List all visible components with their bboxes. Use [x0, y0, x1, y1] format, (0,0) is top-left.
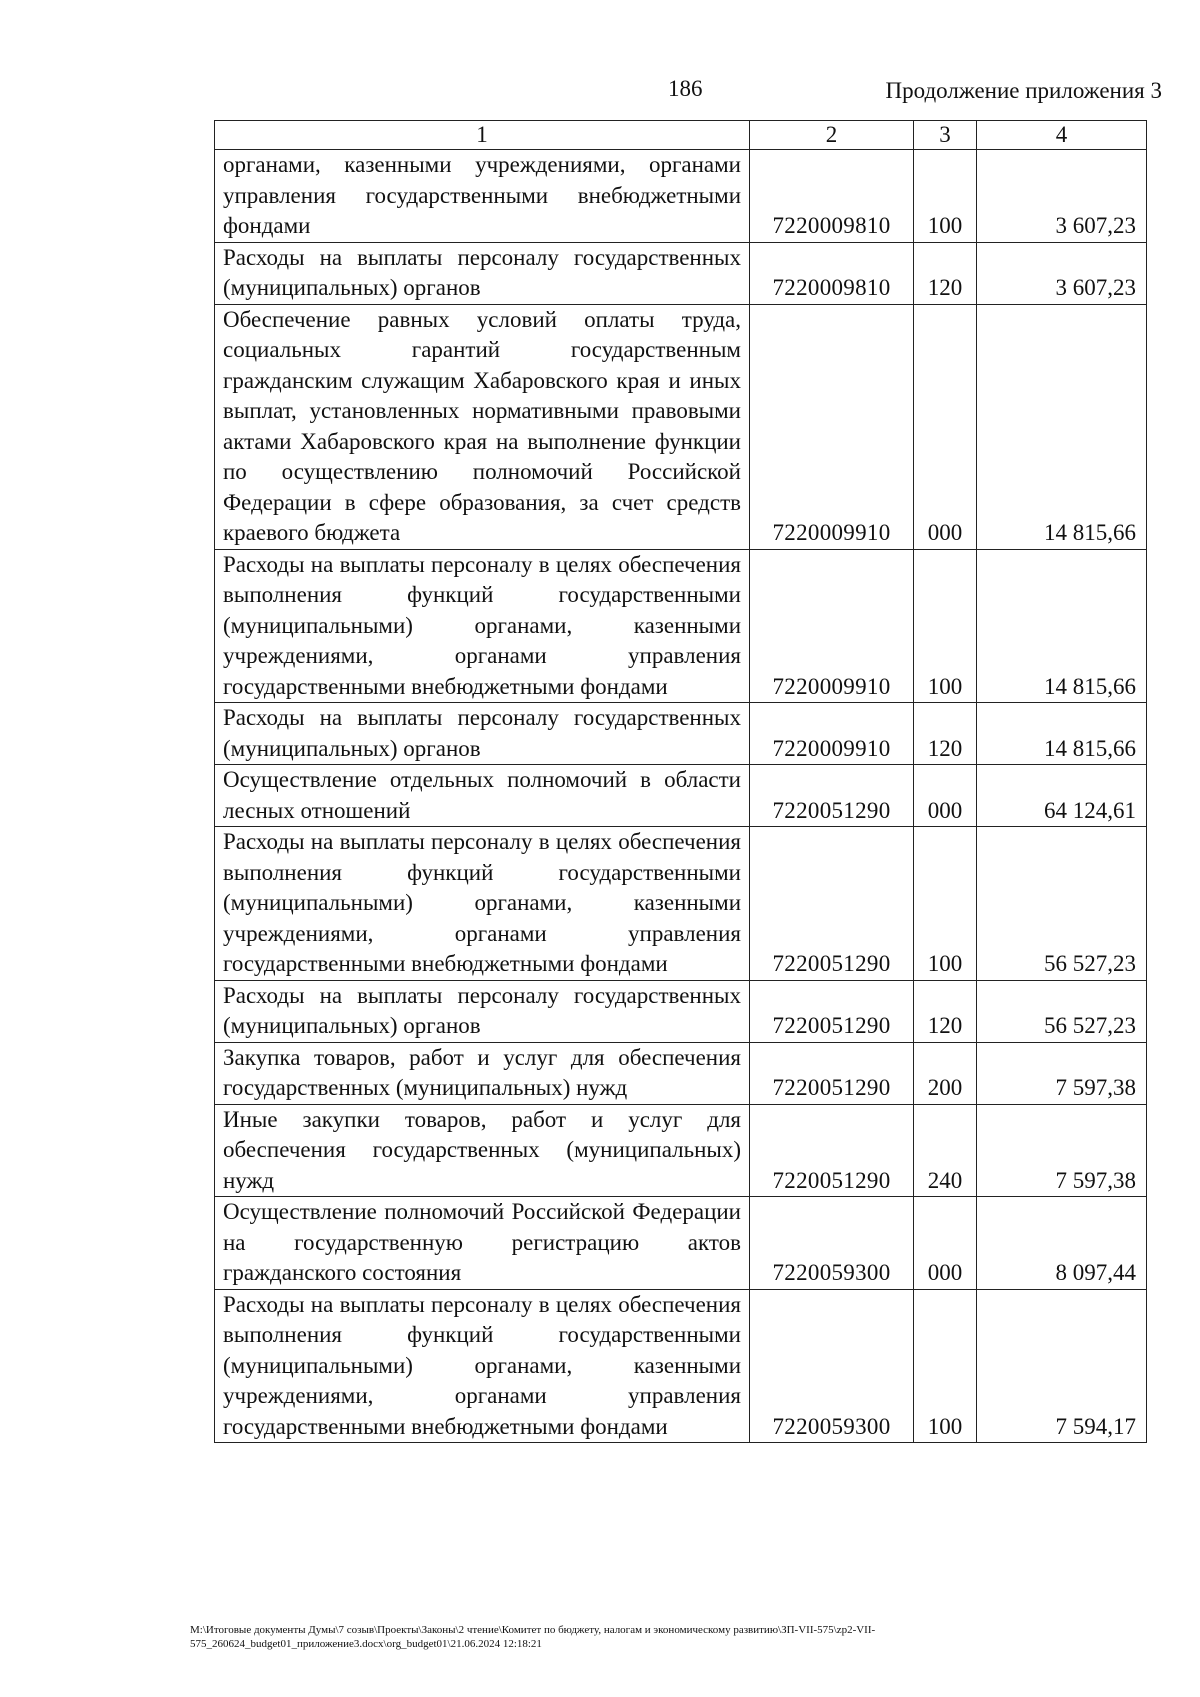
continuation-caption: Продолжение приложения 3 — [885, 78, 1162, 103]
row-expense-type: 100 — [914, 150, 977, 243]
row-amount: 7 594,17 — [977, 1289, 1147, 1443]
table-row — [215, 827, 1147, 981]
row-code: 7220009910 — [750, 304, 914, 549]
row-expense-type: 120 — [914, 703, 977, 765]
row-expense-type: 100 — [914, 1289, 977, 1443]
row-code: 7220009810 — [750, 150, 914, 243]
row-name: органами, казенными учреждениями, органами управления государственными внебюджетными фондами — [215, 150, 750, 243]
table-row — [215, 1289, 1147, 1443]
table-row — [215, 242, 1147, 304]
column-header: 1 — [215, 121, 750, 150]
row-code: 7220051290 — [750, 980, 914, 1042]
row-name: Осуществление отдельных полномочий в области лесных отношений — [215, 765, 750, 827]
row-name: Расходы на выплаты персоналу в целях обеспечения выполнения функций государственными (муниципальными) органами, казенными учреждениями, органами управления государственными внебюджетными фондами — [215, 549, 750, 703]
row-name: Расходы на выплаты персоналу в целях обеспечения выполнения функций государственными (муниципальными) органами, казенными учреждениями, органами управления государственными внебюджетными фондами — [215, 1289, 750, 1443]
row-code: 7220051290 — [750, 827, 914, 981]
row-name: Расходы на выплаты персоналу государственных (муниципальных) органов — [215, 703, 750, 765]
row-amount: 64 124,61 — [977, 765, 1147, 827]
row-name: Расходы на выплаты персоналу государственных (муниципальных) органов — [215, 242, 750, 304]
table-row — [215, 765, 1147, 827]
table-row — [215, 980, 1147, 1042]
table-row — [215, 150, 1147, 243]
table-row — [215, 1197, 1147, 1290]
row-expense-type: 100 — [914, 827, 977, 981]
row-amount: 14 815,66 — [977, 304, 1147, 549]
table-row — [215, 1042, 1147, 1104]
row-name: Закупка товаров, работ и услуг для обеспечения государственных (муниципальных) нужд — [215, 1042, 750, 1104]
row-code: 7220051290 — [750, 765, 914, 827]
row-expense-type: 000 — [914, 304, 977, 549]
column-header: 3 — [914, 121, 977, 150]
row-name: Иные закупки товаров, работ и услуг для обеспечения государственных (муниципальных) нужд — [215, 1104, 750, 1197]
row-amount: 56 527,23 — [977, 827, 1147, 981]
row-name: Обеспечение равных условий оплаты труда, социальных гарантий государственным гражданским служащим Хабаровского края и иных выплат, установленных нормативными правовыми актами Хабаровского края на выполнение функции по осуществлению полномочий Российской Федерации в сфере образования, за счет средств краевого бюджета — [215, 304, 750, 549]
row-name: Расходы на выплаты персоналу государственных (муниципальных) органов — [215, 980, 750, 1042]
column-header: 2 — [750, 121, 914, 150]
row-amount: 7 597,38 — [977, 1104, 1147, 1197]
budget-table — [214, 120, 1147, 1443]
row-code: 7220059300 — [750, 1289, 914, 1443]
footer-file-path: М:\Итоговые документы Думы\7 созыв\Проекты\Законы\2 чтение\Комитет по бюджету, налогам и экономическому развитию\ЗП-VII-575\zp2-VII-575_260624_budget01_приложение3.docx\org_budget01\21.06.2024 12:18:21 — [190, 1624, 876, 1650]
row-amount: 8 097,44 — [977, 1197, 1147, 1290]
row-name: Расходы на выплаты персоналу в целях обеспечения выполнения функций государственными (муниципальными) органами, казенными учреждениями, органами управления государственными внебюджетными фондами — [215, 827, 750, 981]
row-expense-type: 120 — [914, 242, 977, 304]
table-row — [215, 703, 1147, 765]
row-amount: 3 607,23 — [977, 242, 1147, 304]
row-name: Осуществление полномочий Российской Федерации на государственную регистрацию актов гражданского состояния — [215, 1197, 750, 1290]
row-expense-type: 000 — [914, 765, 977, 827]
column-header: 4 — [977, 121, 1147, 150]
row-expense-type: 000 — [914, 1197, 977, 1290]
row-amount: 14 815,66 — [977, 703, 1147, 765]
table-header-row — [215, 121, 1147, 150]
row-expense-type: 100 — [914, 549, 977, 703]
row-code: 7220051290 — [750, 1042, 914, 1104]
row-expense-type: 240 — [914, 1104, 977, 1197]
row-code: 7220009910 — [750, 549, 914, 703]
row-code: 7220051290 — [750, 1104, 914, 1197]
row-code: 7220059300 — [750, 1197, 914, 1290]
row-amount: 14 815,66 — [977, 549, 1147, 703]
table-row — [215, 549, 1147, 703]
row-expense-type: 200 — [914, 1042, 977, 1104]
page-number: 186 — [668, 76, 703, 101]
row-code: 7220009810 — [750, 242, 914, 304]
table-row — [215, 304, 1147, 549]
row-amount: 56 527,23 — [977, 980, 1147, 1042]
row-amount: 7 597,38 — [977, 1042, 1147, 1104]
row-expense-type: 120 — [914, 980, 977, 1042]
row-amount: 3 607,23 — [977, 150, 1147, 243]
table-row — [215, 1104, 1147, 1197]
row-code: 7220009910 — [750, 703, 914, 765]
